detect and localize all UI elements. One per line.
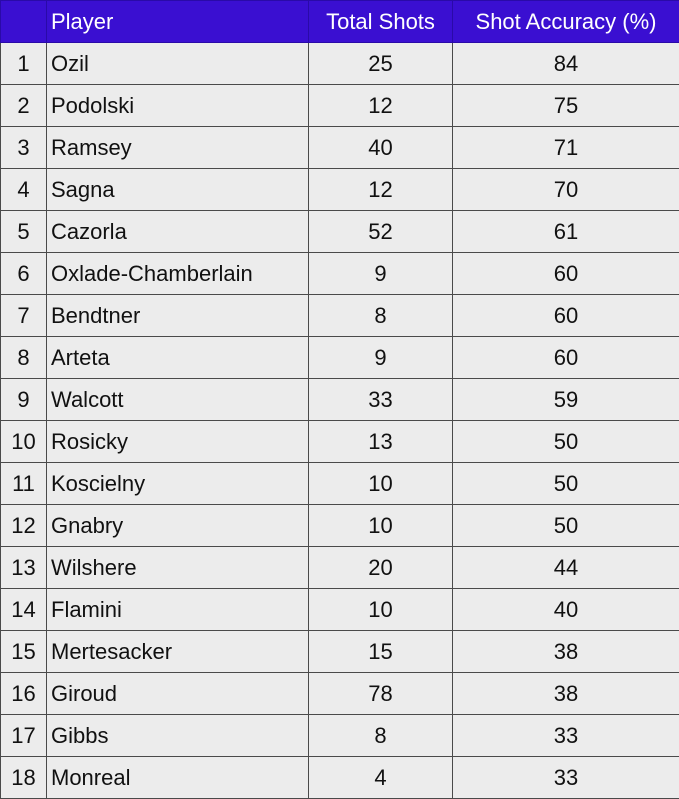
- total-shots: 33: [309, 379, 453, 421]
- player-name: Mertesacker: [47, 631, 309, 673]
- table-row: [1, 43, 679, 85]
- table-row: [1, 379, 679, 421]
- player-name: Sagna: [47, 169, 309, 211]
- total-shots: 15: [309, 631, 453, 673]
- row-index: 10: [1, 421, 47, 463]
- player-name: Ozil: [47, 43, 309, 85]
- table-row: [1, 169, 679, 211]
- shot-accuracy: 61: [453, 211, 679, 253]
- player-name: Wilshere: [47, 547, 309, 589]
- total-shots: 78: [309, 673, 453, 715]
- row-index: 11: [1, 463, 47, 505]
- table-row: [1, 673, 679, 715]
- player-name: Ramsey: [47, 127, 309, 169]
- shot-accuracy: 50: [453, 421, 679, 463]
- row-index: 2: [1, 85, 47, 127]
- shot-accuracy: 84: [453, 43, 679, 85]
- player-name: Monreal: [47, 757, 309, 799]
- shot-accuracy: 71: [453, 127, 679, 169]
- total-shots: 9: [309, 337, 453, 379]
- table-body: [1, 43, 679, 799]
- shot-accuracy: 50: [453, 463, 679, 505]
- table-row: [1, 85, 679, 127]
- shot-accuracy: 38: [453, 631, 679, 673]
- total-shots: 4: [309, 757, 453, 799]
- shot-accuracy: 38: [453, 673, 679, 715]
- total-shots: 10: [309, 463, 453, 505]
- total-shots: 20: [309, 547, 453, 589]
- player-name: Walcott: [47, 379, 309, 421]
- player-name: Arteta: [47, 337, 309, 379]
- player-name: Gibbs: [47, 715, 309, 757]
- total-shots: 8: [309, 295, 453, 337]
- shot-accuracy: 59: [453, 379, 679, 421]
- row-index: 3: [1, 127, 47, 169]
- shot-accuracy: 44: [453, 547, 679, 589]
- player-name: Gnabry: [47, 505, 309, 547]
- shot-accuracy: 60: [453, 337, 679, 379]
- header-total-shots: Total Shots: [309, 1, 453, 43]
- row-index: 17: [1, 715, 47, 757]
- row-index: 8: [1, 337, 47, 379]
- table-row: [1, 211, 679, 253]
- row-index: 9: [1, 379, 47, 421]
- total-shots: 13: [309, 421, 453, 463]
- row-index: 7: [1, 295, 47, 337]
- total-shots: 40: [309, 127, 453, 169]
- shot-accuracy: 50: [453, 505, 679, 547]
- table-row: [1, 463, 679, 505]
- player-name: Cazorla: [47, 211, 309, 253]
- table-row: [1, 253, 679, 295]
- total-shots: 12: [309, 169, 453, 211]
- header-player: Player: [47, 1, 309, 43]
- table-row: [1, 757, 679, 799]
- table-row: [1, 505, 679, 547]
- row-index: 15: [1, 631, 47, 673]
- shot-accuracy: 70: [453, 169, 679, 211]
- player-name: Bendtner: [47, 295, 309, 337]
- table-row: [1, 715, 679, 757]
- player-name: Oxlade-Chamberlain: [47, 253, 309, 295]
- table-row: [1, 127, 679, 169]
- total-shots: 10: [309, 505, 453, 547]
- header-row: [1, 1, 679, 43]
- table-row: [1, 547, 679, 589]
- row-index: 12: [1, 505, 47, 547]
- player-name: Koscielny: [47, 463, 309, 505]
- shot-accuracy: 60: [453, 253, 679, 295]
- shot-accuracy: 75: [453, 85, 679, 127]
- total-shots: 8: [309, 715, 453, 757]
- row-index: 18: [1, 757, 47, 799]
- player-name: Flamini: [47, 589, 309, 631]
- table-row: [1, 295, 679, 337]
- row-index: 1: [1, 43, 47, 85]
- table-row: [1, 589, 679, 631]
- header-shot-accuracy: Shot Accuracy (%): [453, 1, 679, 43]
- shot-accuracy: 60: [453, 295, 679, 337]
- table-row: [1, 631, 679, 673]
- total-shots: 25: [309, 43, 453, 85]
- row-index: 13: [1, 547, 47, 589]
- row-index: 14: [1, 589, 47, 631]
- player-name: Rosicky: [47, 421, 309, 463]
- player-name: Giroud: [47, 673, 309, 715]
- table-header: [1, 1, 679, 43]
- row-index: 16: [1, 673, 47, 715]
- table-row: [1, 337, 679, 379]
- total-shots: 12: [309, 85, 453, 127]
- player-name: Podolski: [47, 85, 309, 127]
- total-shots: 10: [309, 589, 453, 631]
- total-shots: 9: [309, 253, 453, 295]
- total-shots: 52: [309, 211, 453, 253]
- row-index: 4: [1, 169, 47, 211]
- shot-accuracy: 33: [453, 715, 679, 757]
- shot-accuracy: 40: [453, 589, 679, 631]
- row-index: 6: [1, 253, 47, 295]
- shot-accuracy: 33: [453, 757, 679, 799]
- header-index: [1, 1, 47, 43]
- table-row: [1, 421, 679, 463]
- row-index: 5: [1, 211, 47, 253]
